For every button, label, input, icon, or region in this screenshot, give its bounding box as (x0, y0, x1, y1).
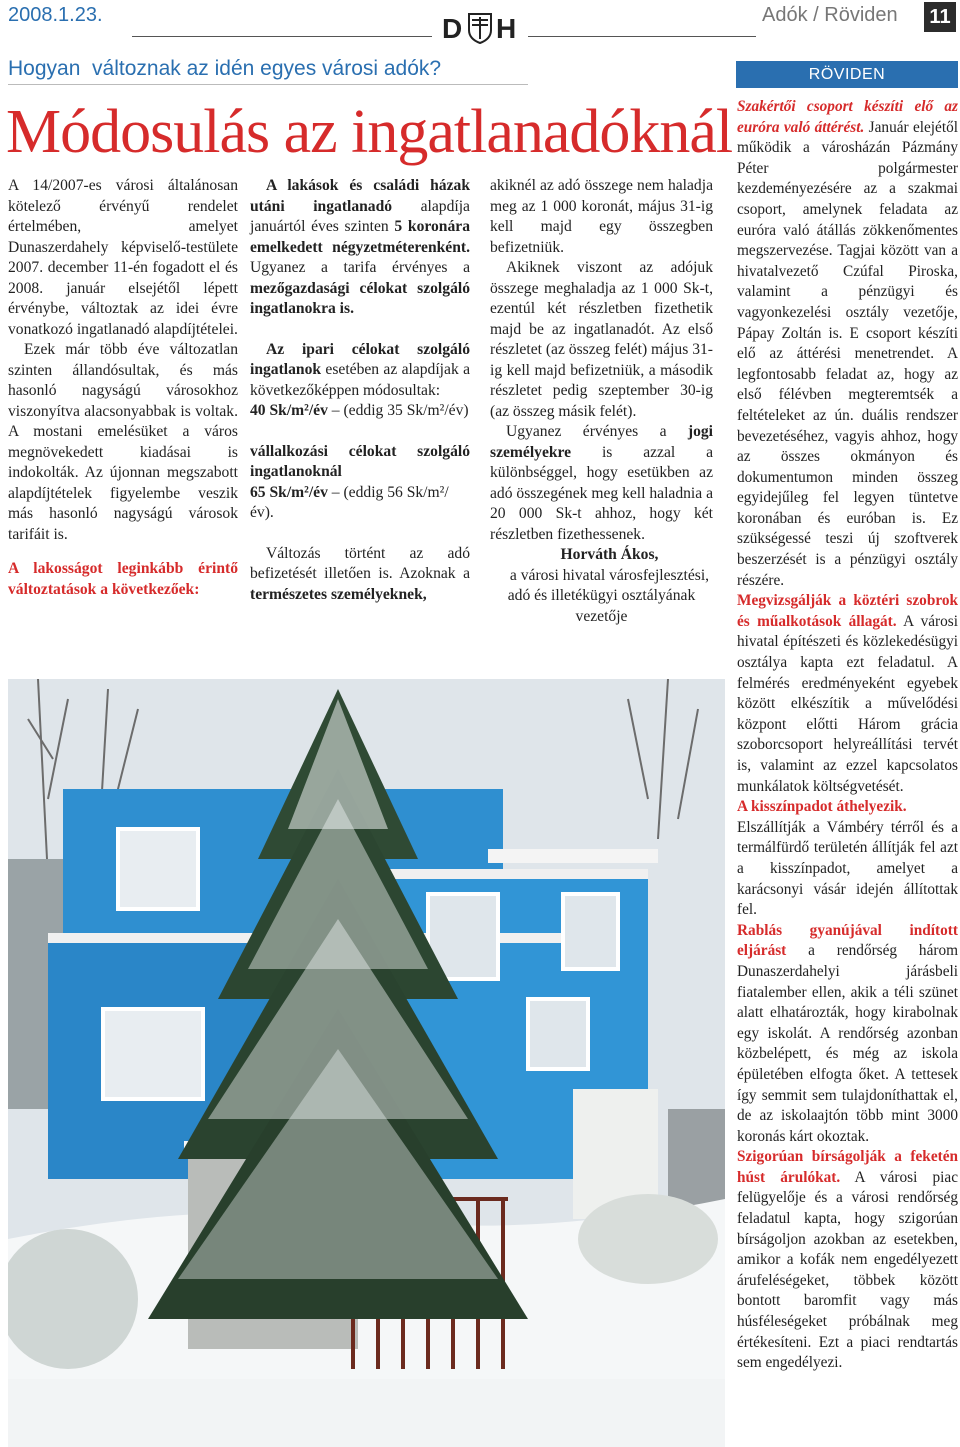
house-photo (8, 679, 725, 1447)
news-item: A kisszínpadot áthelyezik. (737, 798, 907, 816)
rate-line: 65 Sk/m²/év – (eddig 56 Sk/m²/év). (250, 483, 449, 521)
article-kicker: Hogyan változnak az idén egyes városi adók? (8, 57, 442, 80)
sidebar-title: RÖVIDEN (736, 61, 958, 88)
dh-logo (440, 8, 522, 44)
rate-line: 40 Sk/m²/év – (eddig 35 Sk/m²/év) (250, 402, 469, 419)
sidebar-news (737, 97, 958, 1374)
paragraph: A lakások és családi házak utáni ingatlanadó alapdíja januártól éves szinten 5 koronára emelkedett négyzetméterenként. Ugyanez a tarifa érvényes a mezőgazdasági célokat szolgáló ingatlanokra is. (250, 177, 470, 317)
issue-date: 2008.1.23. (8, 4, 103, 26)
paragraph: akiknél az adó összege nem haladja meg az 1 000 koronát, május 31-ig kell majd egy összegben befizetniük. (490, 177, 713, 256)
paragraph: Ugyanez érvényes a jogi személyekre is azzal a különbséggel, hogy esetükben az adó összegének meg kell haladnia a 20 000 Sk-t ahhoz, hogy két részletben fizethessenek. (490, 423, 713, 543)
header-rule-left (132, 36, 432, 37)
paragraph: Ezek már több éve változatlan szinten állandósultak, és más hasonló nagyságú városokhoz viszonyítva alacsonyabbak is voltak. A mostani emelésüket a város megnövekedett kiadásai is indokolták. Az újonnan megszabott alapdíjtételek figyelembe veszik más hasonló nagyságú városok tarifáit is. (8, 341, 238, 543)
author-title: a városi hivatal városfejlesztési, adó és illetékügyi osztályának vezetője (507, 566, 710, 625)
page-number: 11 (924, 2, 956, 32)
article-column-2 (250, 176, 470, 605)
article-column-1 (8, 176, 238, 600)
svg-text:D: D (442, 13, 463, 44)
paragraph: Változás történt az adó befizetését illetően is. Azoknak a természetes személyeknek, (250, 544, 470, 603)
header-rule-right (528, 36, 756, 37)
subheading: A lakosságot leginkább érintő változtatások a következőek: (8, 560, 238, 598)
kicker-rule (8, 84, 528, 85)
section-name: Adók / Röviden (762, 4, 898, 26)
paragraph: vállalkozási célokat szolgáló ingatlanoknál (250, 442, 470, 480)
article-headline: Módosulás az ingatlanadóknál (6, 98, 733, 166)
news-item-body: Elszállítják a Vámbéry térről és a termálfürdő területén állítják fel azt a kisszínpadot, amelyet a karácsonyi vásár idején állítottak fel. (737, 818, 958, 919)
paragraph: A 14/2007-es városi általánosan kötelező érvényű rendelet értelmében, amelyet Dunaszerdahely képviselő-testülete 2007. december 11-én fogadott el és 2008. január elsejétől lépett érvénybe, változtak az idei évre vonatkozó ingatlanadó alapdíjtételei. (8, 177, 238, 338)
news-item: Szakértői csoport készíti elő az euróra való áttérést. Január elejétől működik a városházán Pázmány Péter polgármester kezdeményezésére az a szakmai csoport, amelynek feladata az euróra való átállás zökkenőmentes megszervezése. Tagjai között van a hivatalvezető Czúfal Piroska, valamint a pénzügyi és vagyonkezelési osztály vezetője, Pápay Zoltán is. E csoport készíti elő az áttérési menetrendet. A legfontosabb feladat az, hogy az első félévben megteremtsék a feltételeket az ún. duális rendszer bevezetéséhez, vagyis ahhoz, hogy az összes okmányon és dokumentumon minden összeg egyidejűleg fel legyen tüntetve koronában és euróban is. Ez szükségessé teszi új szoftverek beszerzését is a pénzügyi osztály részére. (737, 98, 958, 589)
shrub (578, 1194, 718, 1284)
news-item: Szigorúan bírságolják a feketén húst árulókat. A városi piac felügyelője és a városi rendőrség feladatul kapta, hogy szigorúan bírságoljon azokban az esetekben, amikor a kofák nem engedélyezett árufeléségeket, többek között bontott baromfit vagy más húsféleségeket próbálnak meg értékesíteni. Ezt a piaci rendtartás sem engedélyezi. (737, 1148, 958, 1372)
svg-text:H: H (496, 13, 517, 44)
article-column-3 (490, 176, 713, 627)
author-name: Horváth Ákos, (560, 546, 659, 563)
paragraph: Akiknek viszont az adójuk összege meghaladja az 1 000 Sk-t, ezentúl két részletben fizethetik majd be az ingatlanadót. Az első részletet (az összeg felét) május 31-ig kell majd befizetniük, a második részletet pedig szeptember 30-ig (az összeg másik felét). (490, 259, 713, 420)
paragraph: Az ipari célokat szolgáló ingatlanok esetében az alapdíjak a következőképpen módosultak: (250, 340, 470, 399)
news-item: Rablás gyanújával indított eljárást a rendőrség három Dunaszerdahelyi járásbeli fiatalember ellen, akik a téli szünet alatt elhatározták, hogy kirabolnak egy iskolát. A rendőrség azonban közbelépett, és még az iskola épületében elfogta őket. A tettesek így semmit sem tulajdoníthattak el, de az iskolaajtón több mint 3000 koronás kárt okoztak. (737, 921, 958, 1145)
news-item: Megvizsgálják a köztéri szobrok és műalkotások állagát. A városi hivatal építészeti és közlekedésügyi osztálya kapta ezt feladatul. A felmérés eredményeként egyebek között elkészítik a művelődési központ előtti Három grácia szoborcsoport helyreállítási tervét is, valamint az ezzel kapcsolatos munkálatok költségvetését. (737, 592, 959, 795)
